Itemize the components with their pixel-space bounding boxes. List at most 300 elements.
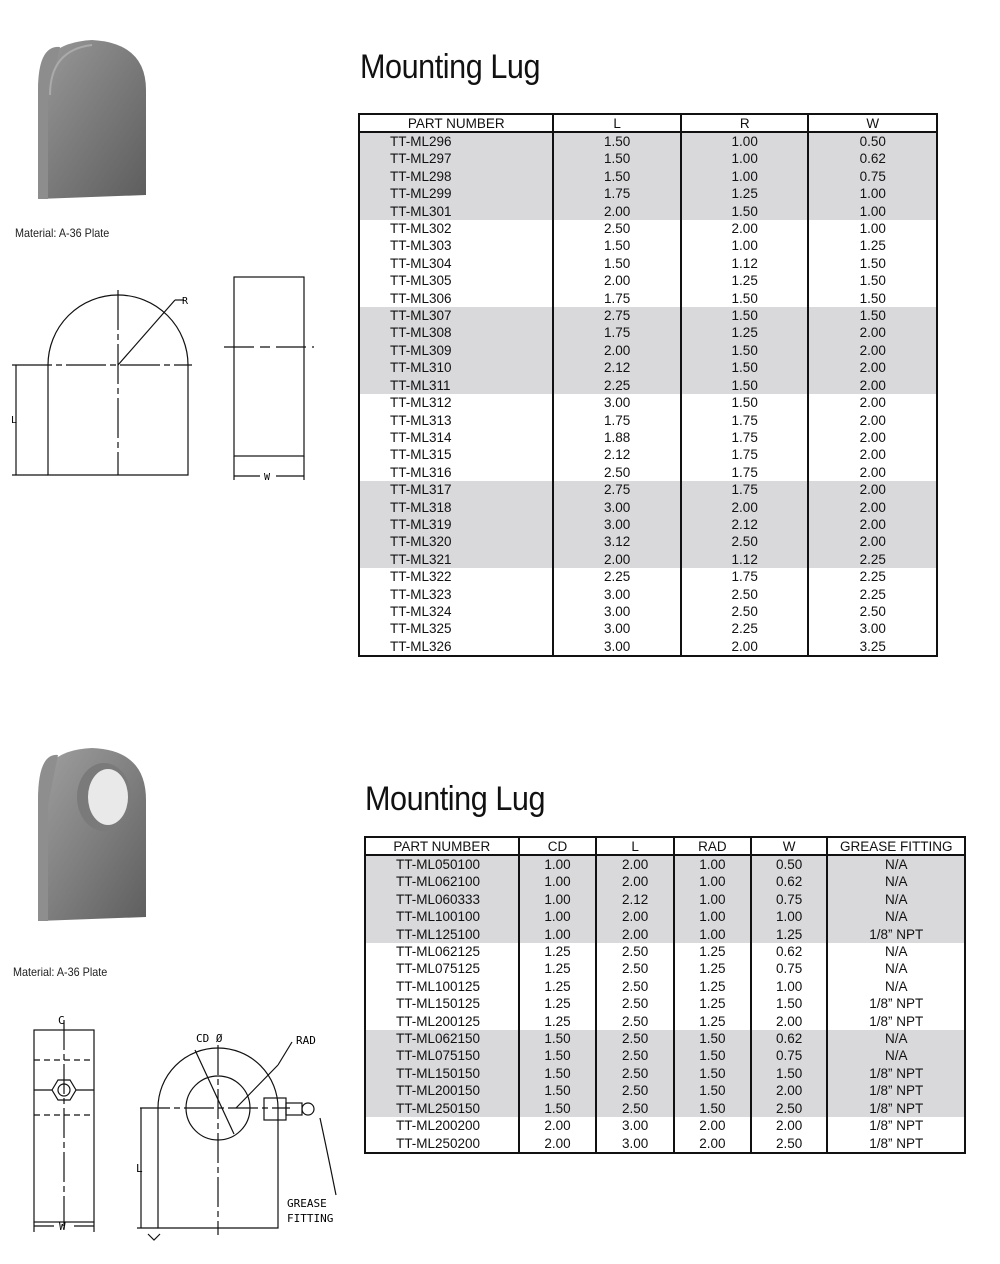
w-label-2: W — [59, 1220, 66, 1233]
table-cell: 2.50 — [596, 1047, 674, 1064]
table-cell: 2.50 — [681, 603, 809, 620]
table-row — [359, 132, 937, 150]
table-cell: TT-ML150150 — [365, 1065, 519, 1082]
table-cell: 1.50 — [681, 342, 809, 359]
table-cell: 2.50 — [596, 1030, 674, 1047]
table-cell: 2.00 — [808, 394, 937, 411]
col-rad: RAD — [674, 837, 751, 855]
table-cell: TT-ML301 — [359, 203, 553, 220]
table-cell: TT-ML050100 — [365, 855, 519, 873]
table-row — [359, 342, 937, 359]
table-cell: 1.50 — [553, 237, 681, 254]
table-cell: 2.00 — [808, 377, 937, 394]
table-cell: 0.75 — [751, 1047, 828, 1064]
table-row — [359, 551, 937, 568]
table-cell: 1.50 — [519, 1082, 597, 1099]
table-cell: 2.50 — [553, 220, 681, 237]
table-row — [365, 1047, 965, 1064]
table-row — [359, 237, 937, 254]
table-cell: 1/8” NPT — [827, 1065, 965, 1082]
table-cell: 1.00 — [808, 220, 937, 237]
table-cell: TT-ML296 — [359, 132, 553, 150]
table-cell: 2.00 — [596, 855, 674, 873]
table-cell: 1/8” NPT — [827, 1082, 965, 1099]
table-cell: 1.50 — [751, 995, 828, 1012]
table-cell: TT-ML200200 — [365, 1117, 519, 1134]
table-cell: 2.50 — [553, 464, 681, 481]
c-label: C — [58, 1014, 65, 1027]
table-cell: TT-ML062150 — [365, 1030, 519, 1047]
cd-label: CD Ø — [196, 1032, 223, 1045]
table-cell: 1.00 — [808, 185, 937, 202]
table-cell: TT-ML307 — [359, 307, 553, 324]
table-cell: TT-ML075125 — [365, 960, 519, 977]
table-cell: 1.50 — [674, 1082, 751, 1099]
table-cell: 0.50 — [808, 132, 937, 150]
table-cell: 3.00 — [596, 1117, 674, 1134]
table-cell: 2.00 — [681, 220, 809, 237]
table-cell: 2.50 — [596, 1100, 674, 1117]
table-cell: 1/8” NPT — [827, 995, 965, 1012]
table-cell: 1.00 — [808, 203, 937, 220]
grease-label-2: FITTING — [287, 1212, 334, 1225]
table-cell: TT-ML302 — [359, 220, 553, 237]
col-w-2: W — [751, 837, 828, 855]
table-cell: 2.50 — [681, 586, 809, 603]
table-cell: TT-ML250150 — [365, 1100, 519, 1117]
table-cell: 1.00 — [674, 908, 751, 925]
table-cell: 0.62 — [751, 873, 828, 890]
table-cell: 1.50 — [519, 1030, 597, 1047]
table-row — [365, 960, 965, 977]
table-cell: 0.62 — [751, 943, 828, 960]
table-row — [365, 943, 965, 960]
table-cell: 0.75 — [751, 960, 828, 977]
table-cell: 1.25 — [674, 995, 751, 1012]
table-cell: 2.00 — [553, 342, 681, 359]
table-cell: 1.50 — [674, 1047, 751, 1064]
table-cell: 1/8” NPT — [827, 1135, 965, 1153]
table-cell: 2.50 — [596, 1013, 674, 1030]
table-cell: N/A — [827, 891, 965, 908]
table-cell: 2.00 — [808, 464, 937, 481]
table-cell: 3.25 — [808, 638, 937, 656]
table-cell: 1.75 — [681, 412, 809, 429]
table-cell: 2.00 — [674, 1135, 751, 1153]
table-cell: TT-ML200150 — [365, 1082, 519, 1099]
table-cell: 2.00 — [808, 342, 937, 359]
table-cell: 1.50 — [674, 1030, 751, 1047]
table-cell: 1.00 — [674, 873, 751, 890]
table-cell: 1.25 — [681, 324, 809, 341]
table-cell: 1.50 — [519, 1065, 597, 1082]
table-cell: 1.88 — [553, 429, 681, 446]
table-cell: TT-ML324 — [359, 603, 553, 620]
table-cell: 0.62 — [751, 1030, 828, 1047]
table-row — [359, 255, 937, 272]
table-row — [359, 185, 937, 202]
table-cell: 1.25 — [681, 185, 809, 202]
table-cell: 1.50 — [681, 359, 809, 376]
table-cell: 2.00 — [519, 1135, 597, 1153]
table-row — [365, 1030, 965, 1047]
table-cell: 0.50 — [751, 855, 828, 873]
l-label-2: L — [136, 1162, 143, 1175]
table-row — [359, 586, 937, 603]
table-cell: 1.50 — [681, 203, 809, 220]
table-cell: 1.25 — [519, 1013, 597, 1030]
bored-lug-drawing — [10, 1010, 360, 1250]
table-cell: 1.50 — [808, 307, 937, 324]
table-cell: TT-ML125100 — [365, 926, 519, 943]
table-cell: 2.50 — [681, 533, 809, 550]
table-cell: 1.50 — [674, 1100, 751, 1117]
table-cell: 1.00 — [519, 855, 597, 873]
table-cell: TT-ML062100 — [365, 873, 519, 890]
table-cell: N/A — [827, 1030, 965, 1047]
table-cell: 3.12 — [553, 533, 681, 550]
table-row — [365, 1117, 965, 1134]
table-cell: 2.00 — [519, 1117, 597, 1134]
table-cell: TT-ML319 — [359, 516, 553, 533]
table-cell: TT-ML320 — [359, 533, 553, 550]
table-cell: 1.75 — [681, 464, 809, 481]
table-row — [365, 908, 965, 925]
table-cell: 1.00 — [674, 926, 751, 943]
table-cell: 2.25 — [681, 620, 809, 637]
section1-title: Mounting Lug — [360, 48, 541, 86]
table-cell: 2.00 — [553, 272, 681, 289]
table-cell: 2.50 — [596, 978, 674, 995]
table-cell: 1.12 — [681, 255, 809, 272]
table-cell: 2.00 — [596, 908, 674, 925]
table-cell: 1.25 — [519, 978, 597, 995]
table-cell: 1.25 — [674, 943, 751, 960]
table-cell: TT-ML306 — [359, 290, 553, 307]
table-cell: 3.00 — [596, 1135, 674, 1153]
col-grease-fitting: GREASE FITTING — [827, 837, 965, 855]
table-cell: 1.50 — [808, 290, 937, 307]
table-cell: 2.00 — [751, 1117, 828, 1134]
table-cell: 2.00 — [808, 516, 937, 533]
table-cell: 1.00 — [681, 132, 809, 150]
table-row — [365, 873, 965, 890]
table-cell: TT-ML100100 — [365, 908, 519, 925]
table-row — [365, 978, 965, 995]
table-cell: 3.00 — [808, 620, 937, 637]
table-cell: 1.25 — [751, 926, 828, 943]
table-cell: TT-ML305 — [359, 272, 553, 289]
table-cell: TT-ML060333 — [365, 891, 519, 908]
table-cell: TT-ML297 — [359, 150, 553, 167]
table-cell: 2.00 — [674, 1117, 751, 1134]
r-label: R — [182, 296, 189, 307]
w-label: W — [264, 472, 271, 483]
table-row — [365, 855, 965, 873]
table-cell: 3.00 — [553, 586, 681, 603]
table-cell: 2.00 — [808, 533, 937, 550]
solid-lug-drawing — [10, 270, 330, 490]
table-cell: 3.00 — [553, 394, 681, 411]
table-row — [359, 620, 937, 637]
table-cell: 2.12 — [596, 891, 674, 908]
table-cell: TT-ML100125 — [365, 978, 519, 995]
table-cell: 2.00 — [808, 359, 937, 376]
table-cell: 2.25 — [553, 568, 681, 585]
solid-lug-photo — [30, 35, 155, 205]
table-cell: 3.00 — [553, 499, 681, 516]
table-cell: TT-ML309 — [359, 342, 553, 359]
table-cell: 1.25 — [519, 943, 597, 960]
table-cell: TT-ML312 — [359, 394, 553, 411]
table-row — [359, 307, 937, 324]
col-l-2: L — [596, 837, 674, 855]
table-cell: 1.50 — [808, 272, 937, 289]
table-cell: 2.50 — [751, 1100, 828, 1117]
table-row — [359, 412, 937, 429]
table-cell: 2.00 — [553, 203, 681, 220]
table-cell: 2.00 — [808, 429, 937, 446]
table-cell: 2.00 — [808, 324, 937, 341]
table-cell: 1.00 — [519, 891, 597, 908]
table-cell: TT-ML304 — [359, 255, 553, 272]
table-cell: 2.50 — [596, 1065, 674, 1082]
table-cell: TT-ML318 — [359, 499, 553, 516]
table-cell: 1.50 — [553, 168, 681, 185]
table-cell: 1.25 — [519, 960, 597, 977]
table-row — [365, 1100, 965, 1117]
table-cell: 3.00 — [553, 620, 681, 637]
table-row — [359, 168, 937, 185]
table-cell: TT-ML314 — [359, 429, 553, 446]
table-cell: TT-ML298 — [359, 168, 553, 185]
table-cell: 2.00 — [751, 1013, 828, 1030]
table-cell: 2.25 — [808, 568, 937, 585]
section2-spec-table — [364, 836, 966, 1154]
table-row — [359, 429, 937, 446]
table-cell: 2.50 — [596, 1082, 674, 1099]
table-cell: TT-ML075150 — [365, 1047, 519, 1064]
table-cell: 1.75 — [553, 290, 681, 307]
table-cell: 3.00 — [553, 638, 681, 656]
table-row — [359, 272, 937, 289]
table-row — [359, 533, 937, 550]
table-cell: 1.75 — [553, 185, 681, 202]
table-cell: 1/8” NPT — [827, 926, 965, 943]
table-cell: 2.50 — [596, 960, 674, 977]
table-cell: TT-ML310 — [359, 359, 553, 376]
table-row — [359, 603, 937, 620]
table-cell: 1.75 — [681, 568, 809, 585]
table-row — [365, 1135, 965, 1153]
table-cell: 1.25 — [674, 978, 751, 995]
table-row — [365, 926, 965, 943]
table-cell: TT-ML315 — [359, 446, 553, 463]
col-r: R — [681, 114, 809, 132]
table-cell: N/A — [827, 1047, 965, 1064]
rad-label: RAD — [296, 1034, 316, 1047]
table-cell: TT-ML150125 — [365, 995, 519, 1012]
table-cell: 2.00 — [553, 551, 681, 568]
table-cell: 2.50 — [751, 1135, 828, 1153]
grease-label-1: GREASE — [287, 1197, 327, 1210]
table-row — [365, 891, 965, 908]
table-row — [359, 499, 937, 516]
table-cell: 1.75 — [553, 324, 681, 341]
table-cell: 1/8” NPT — [827, 1013, 965, 1030]
table-row — [359, 568, 937, 585]
table-cell: TT-ML321 — [359, 551, 553, 568]
table-cell: 2.25 — [808, 551, 937, 568]
l-label: L — [11, 415, 18, 426]
table-cell: 1.00 — [751, 978, 828, 995]
col-w: W — [808, 114, 937, 132]
table-row — [359, 324, 937, 341]
table-cell: 1.00 — [751, 908, 828, 925]
table-row — [365, 995, 965, 1012]
table-cell: 2.00 — [808, 481, 937, 498]
table-cell: 1.00 — [681, 237, 809, 254]
col-l: L — [553, 114, 681, 132]
table-cell: 1.25 — [808, 237, 937, 254]
table-row — [359, 377, 937, 394]
table-cell: TT-ML250200 — [365, 1135, 519, 1153]
table-cell: N/A — [827, 908, 965, 925]
table-row — [359, 638, 937, 656]
table-cell: 1.00 — [519, 873, 597, 890]
table-cell: N/A — [827, 943, 965, 960]
table-row — [359, 516, 937, 533]
table-cell: 2.00 — [681, 638, 809, 656]
table-row — [365, 1065, 965, 1082]
table-cell: 1.50 — [808, 255, 937, 272]
table-cell: 2.50 — [808, 603, 937, 620]
table-cell: TT-ML316 — [359, 464, 553, 481]
table-cell: 1.50 — [674, 1065, 751, 1082]
table-cell: 1.00 — [519, 926, 597, 943]
table-cell: TT-ML308 — [359, 324, 553, 341]
table-cell: 2.12 — [553, 446, 681, 463]
section1-rows — [359, 132, 937, 656]
table-cell: 1.75 — [553, 412, 681, 429]
bored-lug-photo — [30, 745, 155, 925]
table-cell: 0.75 — [751, 891, 828, 908]
table-cell: 1.50 — [681, 290, 809, 307]
table-cell: 0.62 — [808, 150, 937, 167]
table-cell: TT-ML200125 — [365, 1013, 519, 1030]
table-cell: 1.50 — [553, 255, 681, 272]
table-row — [359, 394, 937, 411]
table-cell: TT-ML303 — [359, 237, 553, 254]
table-cell: 1.25 — [674, 1013, 751, 1030]
table-cell: TT-ML313 — [359, 412, 553, 429]
table-cell: 2.25 — [553, 377, 681, 394]
table-cell: TT-ML311 — [359, 377, 553, 394]
table-cell: TT-ML323 — [359, 586, 553, 603]
table-cell: TT-ML317 — [359, 481, 553, 498]
table-row — [359, 290, 937, 307]
table-row — [365, 1013, 965, 1030]
table-cell: 2.25 — [808, 586, 937, 603]
table-cell: 2.00 — [808, 499, 937, 516]
table-cell: 1/8” NPT — [827, 1100, 965, 1117]
table-cell: N/A — [827, 960, 965, 977]
table-cell: 1.25 — [681, 272, 809, 289]
table-cell: 2.00 — [596, 926, 674, 943]
table-cell: 1.50 — [553, 132, 681, 150]
col-part-number: PART NUMBER — [359, 114, 553, 132]
table-cell: 1.25 — [519, 995, 597, 1012]
table-cell: N/A — [827, 978, 965, 995]
table-cell: 2.00 — [808, 412, 937, 429]
table-cell: 0.75 — [808, 168, 937, 185]
table-cell: 1.75 — [681, 481, 809, 498]
table-cell: 2.75 — [553, 481, 681, 498]
table-row — [365, 1082, 965, 1099]
table-cell: 2.75 — [553, 307, 681, 324]
table-cell: 2.12 — [681, 516, 809, 533]
table-cell: 1.00 — [674, 855, 751, 873]
table-cell: 2.50 — [596, 995, 674, 1012]
table-cell: TT-ML299 — [359, 185, 553, 202]
table-cell: TT-ML326 — [359, 638, 553, 656]
table-cell: 1.50 — [681, 307, 809, 324]
table-cell: 1.50 — [553, 150, 681, 167]
table-cell: 1.00 — [681, 168, 809, 185]
table-cell: 1.00 — [519, 908, 597, 925]
table-row — [359, 481, 937, 498]
table-cell: 3.00 — [553, 603, 681, 620]
table-row — [359, 446, 937, 463]
table-cell: TT-ML322 — [359, 568, 553, 585]
table-cell: 2.12 — [553, 359, 681, 376]
table-cell: 2.00 — [808, 446, 937, 463]
material-note: Material: A-36 Plate — [15, 226, 110, 240]
table-cell: 1.25 — [674, 960, 751, 977]
table-cell: 1.00 — [681, 150, 809, 167]
table-cell: TT-ML325 — [359, 620, 553, 637]
col-cd: CD — [519, 837, 597, 855]
table-row — [359, 220, 937, 237]
table-cell: 1.12 — [681, 551, 809, 568]
table-cell: 1.50 — [681, 394, 809, 411]
table-row — [359, 203, 937, 220]
table-row — [359, 150, 937, 167]
table-cell: 1.00 — [674, 891, 751, 908]
table-row — [359, 464, 937, 481]
table-cell: 1.75 — [681, 446, 809, 463]
section2-title: Mounting Lug — [365, 780, 546, 818]
table-cell: 3.00 — [553, 516, 681, 533]
table-cell: 1.50 — [519, 1100, 597, 1117]
table-cell: 1.50 — [681, 377, 809, 394]
section1-spec-table — [358, 113, 938, 657]
table-cell: 1.75 — [681, 429, 809, 446]
table-cell: 1.50 — [519, 1047, 597, 1064]
table-cell: TT-ML062125 — [365, 943, 519, 960]
table-cell: N/A — [827, 855, 965, 873]
table-cell: 1/8” NPT — [827, 1117, 965, 1134]
col-part-number-2: PART NUMBER — [365, 837, 519, 855]
table-row — [359, 359, 937, 376]
table-cell: 2.50 — [596, 943, 674, 960]
table-cell: 2.00 — [596, 873, 674, 890]
table-cell: 2.00 — [751, 1082, 828, 1099]
section2-rows — [365, 855, 965, 1153]
table-cell: N/A — [827, 873, 965, 890]
table-cell: 1.50 — [751, 1065, 828, 1082]
table-cell: 2.00 — [681, 499, 809, 516]
